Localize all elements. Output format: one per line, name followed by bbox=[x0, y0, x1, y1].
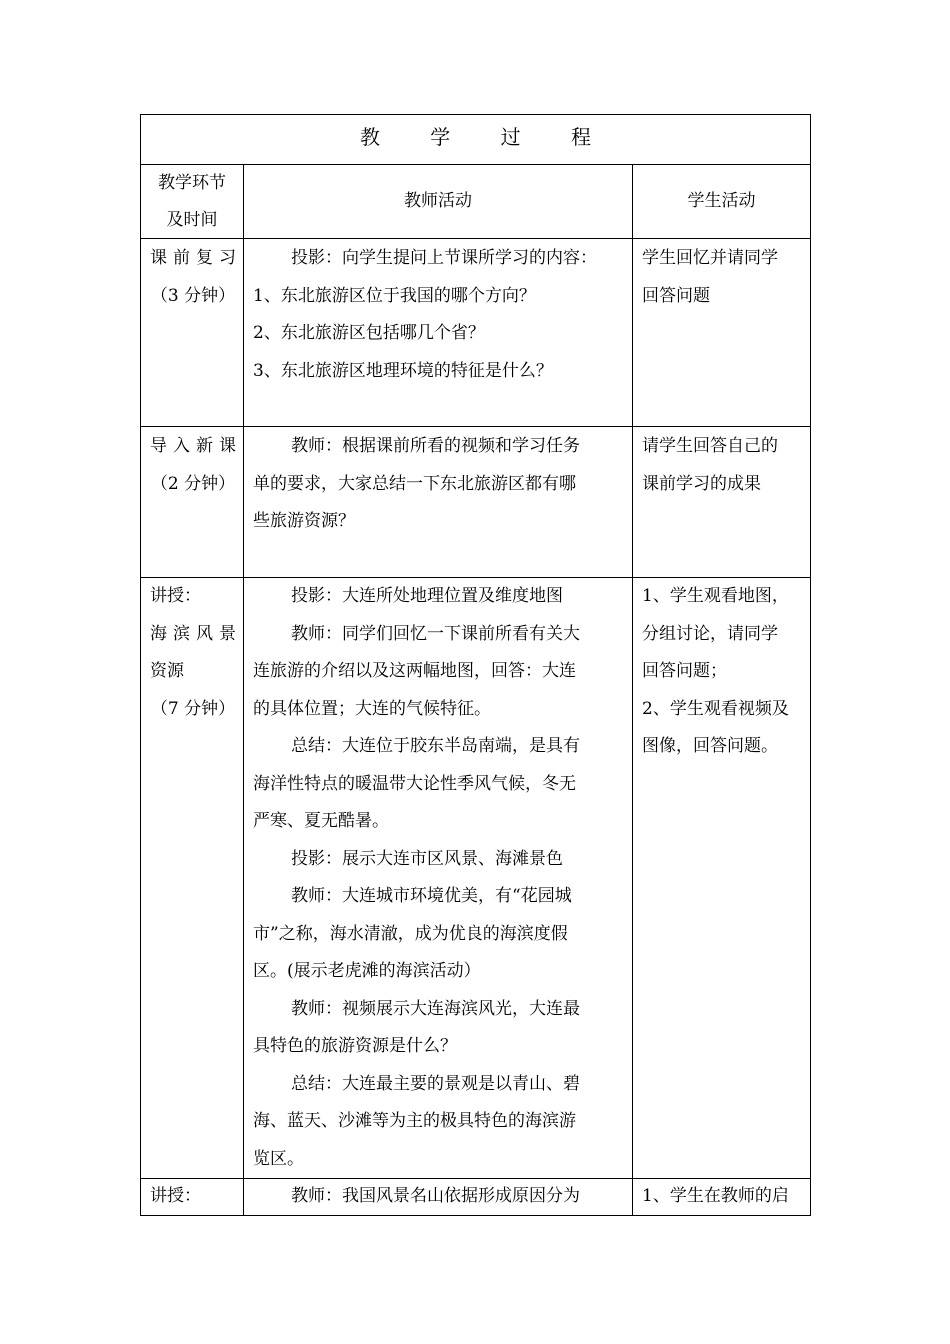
row1-student-activity bbox=[642, 240, 804, 315]
header-stage-line2: 及时间 bbox=[166, 210, 218, 230]
row2-teacher-activity bbox=[253, 428, 624, 541]
row1-teacher-activity bbox=[253, 240, 624, 390]
student-line: 学生回忆并请同学 bbox=[642, 248, 778, 268]
stage-duration: （7 分钟） bbox=[150, 698, 236, 719]
stage-name: 讲授： bbox=[150, 1186, 201, 1206]
teacher-line: 投影：展示大连市区风景、海滩景色 bbox=[291, 848, 563, 869]
row4-student-activity bbox=[642, 1178, 804, 1216]
teacher-line: 2、东北旅游区包括哪几个省？ bbox=[253, 323, 485, 343]
header-stage-time bbox=[141, 165, 243, 239]
row2-student-activity bbox=[642, 428, 804, 503]
teacher-line: 览区。 bbox=[253, 1148, 304, 1169]
student-line: 课前学习的成果 bbox=[642, 473, 761, 494]
teacher-line: 些旅游资源？ bbox=[253, 511, 355, 531]
student-line: 2、学生观看视频及 bbox=[642, 698, 789, 719]
header-student-activity: 学生活动 bbox=[687, 191, 756, 211]
teacher-line: 严寒、夏无酷暑。 bbox=[253, 811, 389, 831]
student-line: 回答问题； bbox=[642, 661, 727, 681]
stage-name: 讲授： bbox=[150, 586, 201, 606]
teacher-line: 教师：我国风景名山依据形成原因分为 bbox=[291, 1186, 580, 1206]
row4-stage bbox=[150, 1178, 236, 1216]
teacher-line: 总结：大连最主要的景观是以青山、碧 bbox=[291, 1073, 580, 1094]
row3-teacher-activity bbox=[253, 578, 624, 1178]
student-line: 回答问题 bbox=[642, 285, 710, 306]
stage-duration: （3 分钟） bbox=[150, 285, 236, 306]
header-teacher-activity: 教师活动 bbox=[404, 191, 472, 211]
student-line: 请学生回答自己的 bbox=[642, 436, 778, 456]
teacher-line: 海、蓝天、沙滩等为主的极具特色的海滨游 bbox=[253, 1111, 576, 1131]
teacher-line: 3、东北旅游区地理环境的特征是什么？ bbox=[253, 360, 553, 381]
table-title: 教 学 过 程 bbox=[359, 125, 614, 149]
teacher-line: 教师：大连城市环境优美，有“花园城 bbox=[291, 886, 572, 906]
table-border-right bbox=[810, 114, 811, 1216]
stage-duration: （2 分钟） bbox=[150, 473, 236, 494]
stage-topic-line1: 海滨风景 bbox=[150, 623, 236, 644]
column-divider-1 bbox=[243, 164, 244, 1216]
student-line: 1、学生在教师的启 bbox=[642, 1186, 789, 1206]
teacher-line: 单的要求，大家总结一下东北旅游区都有哪 bbox=[253, 473, 576, 494]
teacher-line: 区。(展示老虎滩的海滨活动） bbox=[253, 961, 481, 981]
stage-name: 导入新课 bbox=[150, 436, 236, 456]
teacher-line: 的具体位置；大连的气候特征。 bbox=[253, 698, 491, 719]
teacher-line: 投影：大连所处地理位置及维度地图 bbox=[291, 586, 563, 606]
teacher-line: 1、东北旅游区位于我国的哪个方向？ bbox=[253, 285, 536, 306]
teacher-line: 连旅游的介绍以及这两幅地图，回答：大连 bbox=[253, 661, 576, 681]
column-divider-2 bbox=[632, 164, 633, 1216]
teacher-line: 教师：同学们回忆一下课前所看有关大 bbox=[291, 623, 580, 644]
teacher-line: 海洋性特点的暖温带大论性季风气候，冬无 bbox=[253, 773, 576, 794]
student-line: 1、学生观看地图， bbox=[642, 586, 789, 606]
stage-name: 课前复习 bbox=[150, 248, 236, 268]
header-stage-line1: 教学环节 bbox=[158, 173, 226, 193]
row2-stage bbox=[150, 428, 236, 503]
row1-stage bbox=[150, 240, 236, 315]
table-border-left bbox=[140, 114, 141, 1216]
teacher-line: 市”之称，海水清澈，成为优良的海滨度假 bbox=[253, 923, 568, 944]
student-line: 图像，回答问题。 bbox=[642, 736, 778, 756]
teacher-line: 具特色的旅游资源是什么？ bbox=[253, 1036, 457, 1056]
teacher-line: 总结：大连位于胶东半岛南端，是具有 bbox=[291, 736, 580, 756]
row3-student-activity bbox=[642, 578, 804, 766]
row4-teacher-activity bbox=[253, 1178, 624, 1216]
stage-topic-line2: 资源 bbox=[150, 661, 184, 681]
teacher-line: 教师：根据课前所看的视频和学习任务 bbox=[291, 436, 580, 456]
student-line: 分组讨论，请同学 bbox=[642, 623, 778, 644]
teacher-line: 投影：向学生提问上节课所学习的内容： bbox=[291, 248, 597, 268]
teacher-line: 教师：视频展示大连海滨风光，大连最 bbox=[291, 998, 580, 1019]
row-divider-1 bbox=[140, 426, 811, 427]
row3-stage bbox=[150, 578, 236, 728]
table-border-top bbox=[140, 114, 811, 115]
